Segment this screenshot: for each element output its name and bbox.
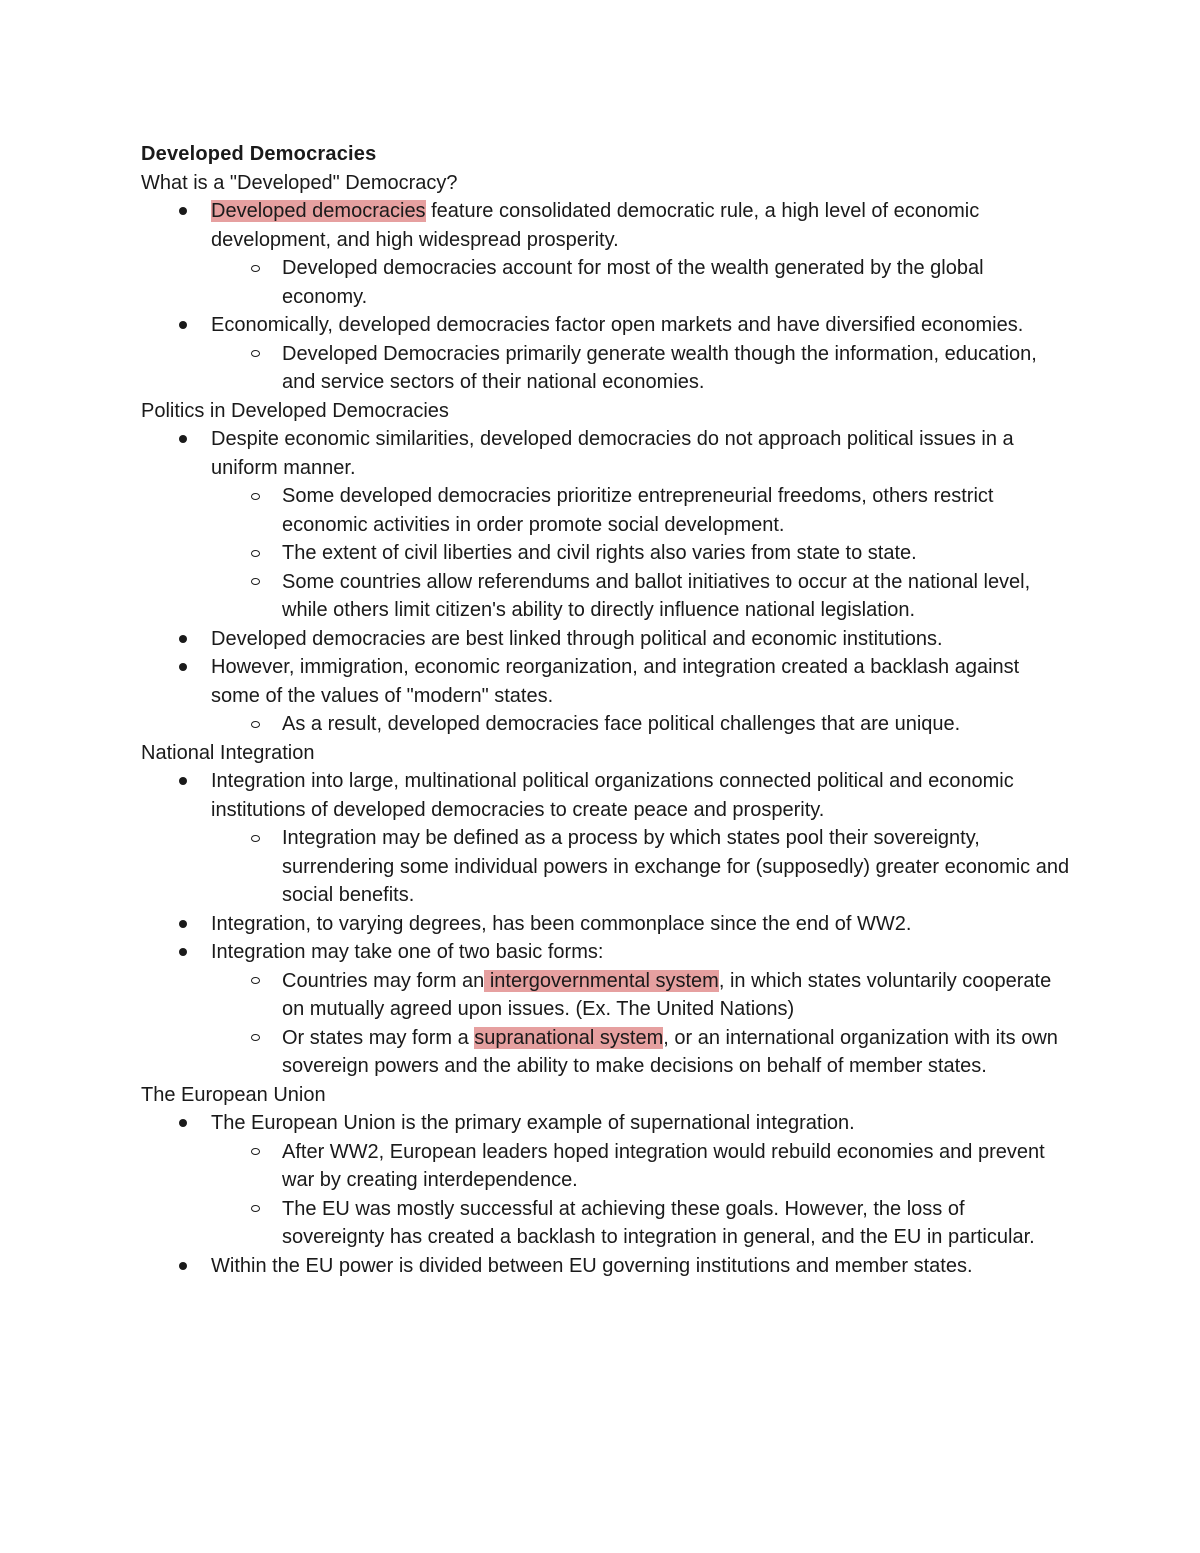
sub-list-item	[141, 340, 1071, 397]
list-item-text: Countries may form an	[282, 969, 485, 992]
list-item-text: Integration may take one of two basic forms:	[211, 941, 604, 963]
list-item-text: The extent of civil liberties and civil rights also varies from state to state.	[282, 542, 917, 564]
bullet-circle-icon	[251, 1148, 260, 1155]
list-item-text: Developed Democracies primarily generate wealth though the information, education, and service sectors of their national economies.	[282, 342, 1037, 393]
list-item-text: The European Union is the primary example of supernational integration.	[211, 1112, 855, 1134]
document-title: Developed Democracies	[141, 143, 377, 165]
list-item	[141, 311, 1071, 340]
bullet-dot-icon	[179, 948, 187, 956]
sub-list-item	[141, 1195, 1071, 1252]
list-item	[141, 1252, 1071, 1281]
section-heading-european-union: The European Union	[141, 1083, 326, 1106]
bullet-dot-icon	[179, 920, 187, 928]
bullet-list	[141, 425, 1071, 739]
list-item-text: Developed democracies are best linked through political and economic institutions.	[211, 627, 943, 650]
bullet-circle-icon	[251, 835, 260, 842]
bullet-dot-icon	[179, 1119, 187, 1127]
list-item	[141, 1109, 1071, 1138]
highlighted-term: Developed democracies	[211, 200, 426, 222]
bullet-circle-icon	[251, 1205, 260, 1212]
sub-list-item	[141, 710, 1071, 739]
sub-list-item	[141, 254, 1071, 311]
list-item-text: Integration into large, multinational political organizations connected political and economic institutions of developed democracies to create peace and prosperity.	[211, 770, 1014, 821]
list-item	[141, 938, 1071, 967]
bullet-circle-icon	[251, 578, 260, 585]
list-item	[141, 625, 1071, 654]
list-item-text: feature consolidated democratic rule, a high level of economic development, and high widespread prosperity.	[211, 200, 980, 251]
list-item-text: Or states may form a	[282, 1026, 475, 1049]
section-heading-national-integration: National Integration	[141, 741, 315, 764]
list-item-text: Economically, developed democracies factor open markets and have diversified economies.	[211, 314, 1024, 336]
bullet-circle-icon	[251, 721, 260, 728]
bullet-list	[141, 767, 1071, 1081]
document-body	[141, 140, 1071, 1280]
list-item	[141, 197, 1071, 254]
list-item-text: However, immigration, economic reorganization, and integration created a backlash against some of the values of "modern" states.	[211, 656, 1020, 707]
list-item	[141, 767, 1071, 824]
bullet-dot-icon	[179, 207, 187, 215]
bullet-circle-icon	[251, 350, 260, 357]
bullet-dot-icon	[179, 663, 187, 671]
bullet-dot-icon	[179, 435, 187, 443]
list-item-text: After WW2, European leaders hoped integration would rebuild economies and prevent war by creating interdependence.	[282, 1140, 1045, 1191]
sub-list-item	[141, 568, 1071, 625]
bullet-circle-icon	[251, 265, 260, 272]
list-item-text: As a result, developed democracies face political challenges that are unique.	[282, 713, 961, 735]
sub-list-item	[141, 482, 1071, 539]
section-heading-politics: Politics in Developed Democracies	[141, 399, 449, 422]
sub-list-item	[141, 1138, 1071, 1195]
bullet-circle-icon	[251, 550, 260, 557]
sub-list-item	[141, 967, 1071, 1024]
list-item-text: The EU was mostly successful at achieving these goals. However, the loss of sovereignty has created a backlash to integration in general, and the EU in particular.	[282, 1197, 1035, 1248]
highlighted-term: supranational system	[474, 1026, 664, 1049]
list-item-text: , in which states voluntarily cooperate on mutually agreed upon issues. (Ex. The United Nations)	[282, 969, 1052, 1020]
bullet-list	[141, 1109, 1071, 1280]
bullet-dot-icon	[179, 1262, 187, 1270]
bullet-dot-icon	[179, 321, 187, 329]
list-item	[141, 910, 1071, 939]
sub-list-item	[141, 1024, 1071, 1081]
bullet-dot-icon	[179, 777, 187, 785]
list-item-text: Developed democracies account for most of the wealth generated by the global economy.	[282, 257, 984, 308]
sub-list-item	[141, 824, 1071, 910]
list-item-text: Within the EU power is divided between EU governing institutions and member states.	[211, 1254, 973, 1277]
highlighted-term: intergovernmental system	[484, 969, 719, 992]
list-item	[141, 425, 1071, 482]
list-item-text: , or an international organization with its own sovereign powers and the ability to make decisions on behalf of member states.	[282, 1026, 1058, 1077]
bullet-circle-icon	[251, 1034, 260, 1041]
bullet-circle-icon	[251, 493, 260, 500]
sub-list-item	[141, 539, 1071, 568]
section-heading-developed-democracy: What is a "Developed" Democracy?	[141, 171, 458, 194]
list-item-text: Despite economic similarities, developed democracies do not approach political issues in a uniform manner.	[211, 428, 1014, 479]
list-item-text: Integration may be defined as a process by which states pool their sovereignty, surrendering some individual powers in exchange for (supposedly) greater economic and social benefits.	[282, 827, 1070, 906]
list-item-text: Some developed democracies prioritize entrepreneurial freedoms, others restrict economic activities in order promote social development.	[282, 485, 994, 536]
list-item-text: Integration, to varying degrees, has been commonplace since the end of WW2.	[211, 912, 912, 935]
bullet-list	[141, 197, 1071, 397]
list-item-text: Some countries allow referendums and ballot initiatives to occur at the national level, while others limit citizen's ability to directly influence national legislation.	[282, 570, 1031, 621]
bullet-circle-icon	[251, 977, 260, 984]
list-item	[141, 653, 1071, 710]
bullet-dot-icon	[179, 635, 187, 643]
